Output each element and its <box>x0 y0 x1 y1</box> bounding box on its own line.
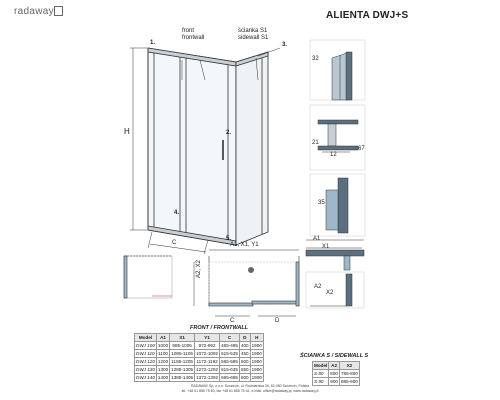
table-header-cell: Y1 <box>195 334 220 342</box>
table-cell: 1200 <box>157 359 169 364</box>
label-a2x2: A2, X2 <box>196 259 202 278</box>
label-A1-detail: A1 <box>313 236 321 242</box>
detail-2 <box>310 105 365 170</box>
table-cell: DWJ 140 <box>136 375 155 380</box>
plan-view-left <box>124 256 172 298</box>
label-X2-detail: X2 <box>326 290 334 296</box>
table-cell: 1085-1105 <box>171 351 193 356</box>
table-cell: 1385-1405 <box>171 375 194 380</box>
table-cell: 565-585 <box>221 359 238 364</box>
label-c: C <box>172 240 177 246</box>
table-header-cell: H <box>250 334 263 342</box>
table-header-cell: X1 <box>170 334 195 342</box>
label-n4: 4. <box>174 210 180 216</box>
table-cell: 600 <box>240 375 249 380</box>
brand-logo-text: radaway <box>14 6 54 17</box>
table-cell: 1172-1192 <box>196 359 218 364</box>
label-A2-detail: A2 <box>314 284 322 290</box>
footer-line-1: RADAWAY Sp. z o.o. Szczecin, ul. Rudniańska 39, 62-050 Szczecin, Polska <box>190 384 310 388</box>
table-cell: 1900 <box>251 375 262 380</box>
table-cell: 615-635 <box>221 367 238 372</box>
table-cell: 465-485 <box>221 343 238 348</box>
table-cell: 515-535 <box>221 351 238 356</box>
table-cell: 1900 <box>251 343 262 348</box>
table-cell: 450 <box>240 351 249 356</box>
table-row <box>135 358 264 366</box>
table-cell: 1372-1392 <box>196 375 219 380</box>
table-cell: DWJ 120 <box>136 359 155 364</box>
table-header-cell: Model <box>135 334 157 342</box>
label-n2: 2. <box>226 130 232 136</box>
footer <box>0 384 500 394</box>
detail-4 <box>306 240 364 270</box>
page-title: ALIENTA DWJ+S <box>326 10 409 21</box>
table-cell: 800 <box>330 371 338 376</box>
dim-35: 35 <box>318 200 325 206</box>
label-scianka: ścianka S1 <box>238 28 268 34</box>
table-cell: 785-800 <box>340 371 358 376</box>
label-h: H <box>124 127 130 136</box>
dim-67: 67 <box>358 146 365 152</box>
table-header-cell: D <box>239 334 250 342</box>
label-front: front <box>182 28 195 34</box>
table-cell: S 80 <box>313 370 329 378</box>
table-cell: 1900 <box>251 351 262 356</box>
label-a1x1y1: A1, X1, Y1 <box>230 242 259 248</box>
label-n5: 5. <box>226 236 232 242</box>
table-row <box>313 370 360 378</box>
table-row <box>135 350 264 358</box>
table-header-cell: X2 <box>339 362 359 370</box>
shower-front-view <box>148 48 268 245</box>
table-row <box>135 366 264 374</box>
front-table-caption: FRONT / FRONTWALL <box>190 325 249 331</box>
table-cell: 1185-1205 <box>171 359 193 364</box>
label-X1-detail: X1 <box>322 244 330 250</box>
side-table-caption: ŚCIANKA S / SIDEWALL S <box>300 353 369 359</box>
detail-1 <box>310 40 365 100</box>
table-cell: DWJ 110 <box>136 351 155 356</box>
table-cell: S 90 <box>313 378 329 386</box>
side-spec-table <box>312 361 360 386</box>
label-d-bottom: D <box>275 318 280 324</box>
front-spec-table <box>134 333 264 382</box>
table-header-cell: A1 <box>156 334 169 342</box>
table-cell: 1300 <box>157 367 169 372</box>
label-n3: 3. <box>282 42 288 48</box>
table-header-cell: Model <box>314 363 328 368</box>
table-cell: 1072-1092 <box>196 351 219 356</box>
dimension-h <box>130 48 147 230</box>
table-cell: 1900 <box>251 359 262 364</box>
table-header-row <box>135 334 264 342</box>
table-cell: 400 <box>240 343 249 348</box>
table-cell: 1100 <box>158 351 168 356</box>
label-c-bottom: C <box>230 318 235 324</box>
table-cell: 1000 <box>157 343 169 348</box>
label-n1: 1. <box>150 40 156 46</box>
table-header-cell: A2 <box>329 362 340 370</box>
table-cell: 1272-1292 <box>196 367 219 372</box>
table-cell: 885-900 <box>340 379 358 384</box>
dim-12: 12 <box>330 152 337 158</box>
table-cell: 1400 <box>157 375 169 380</box>
top-view <box>209 250 299 316</box>
table-cell: 1285-1305 <box>171 367 194 372</box>
table-row <box>135 342 264 350</box>
table-row <box>135 374 264 382</box>
table-header-cell: C <box>220 334 240 342</box>
table-cell: 665-685 <box>221 375 238 380</box>
dim-21: 21 <box>312 140 319 146</box>
table-cell: 550 <box>240 367 249 372</box>
table-cell: 900 <box>330 379 338 384</box>
table-cell: DWJ 100 <box>136 343 155 348</box>
label-sidewall: sidewall S1 <box>238 35 269 41</box>
table-cell: 972-992 <box>195 342 220 350</box>
dim-32: 32 <box>312 56 319 62</box>
table-cell: 985-1005 <box>170 342 195 350</box>
table-cell: DWJ 130 <box>136 367 155 372</box>
table-cell: 500 <box>240 359 249 364</box>
label-frontwall: frontwall <box>182 35 205 41</box>
table-header-row <box>313 362 360 370</box>
table-cell: 1900 <box>251 367 262 372</box>
footer-line-2: tel. +48 61 855 75 60, fax +48 61 855 75 61, e-mail: office@radaway.pl, www.radaway.pl <box>181 389 319 393</box>
